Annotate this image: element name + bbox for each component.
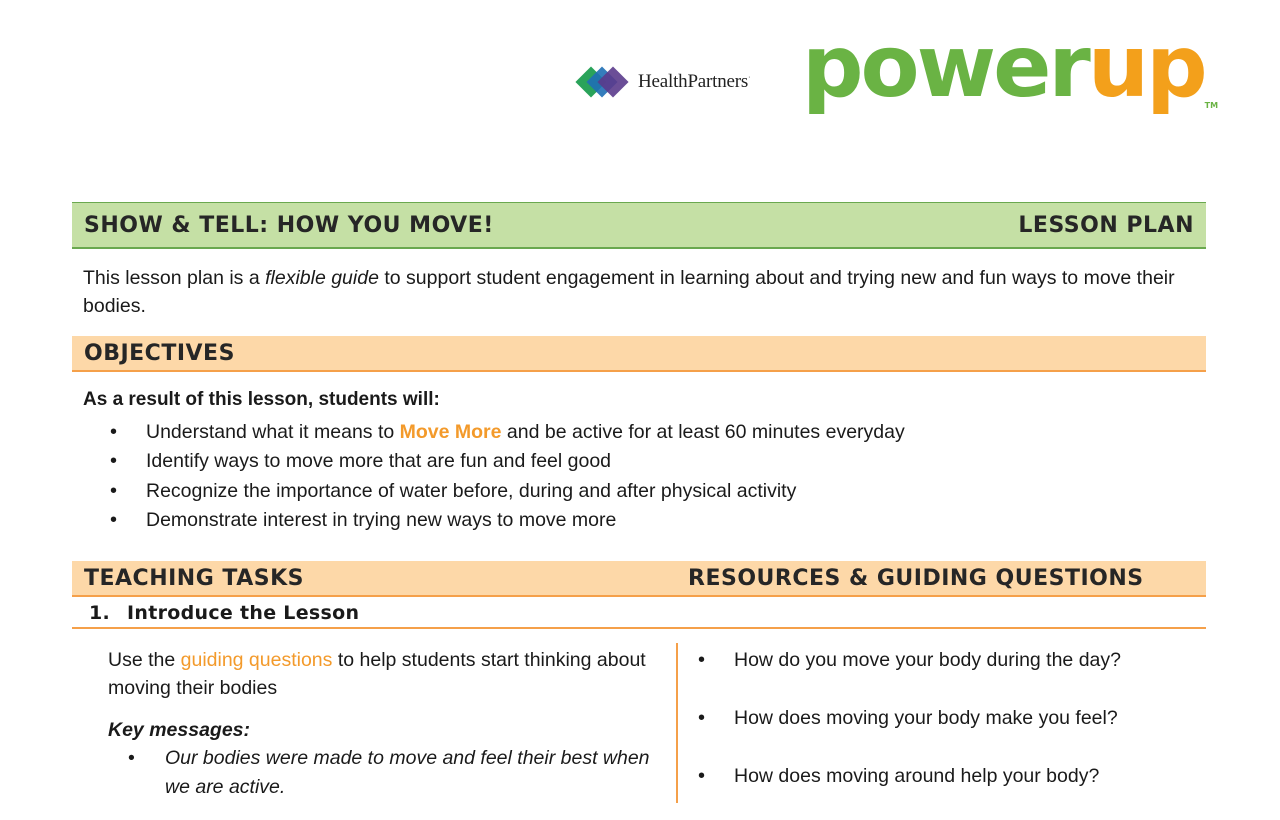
powerup-logo: powerupTM <box>802 17 1219 117</box>
logo-area <box>576 17 1219 138</box>
guiding-questions-highlight: guiding questions <box>180 649 333 671</box>
key-messages-list <box>108 744 668 802</box>
list-item: • Understand what it means to Move More and be active for at least 60 minutes everyday <box>108 418 905 447</box>
lesson-plan-label: LESSON PLAN <box>1018 212 1194 238</box>
list-item: • How does moving around help your body? <box>694 762 1121 820</box>
key-messages-label: Key messages: <box>108 719 251 741</box>
column-divider <box>676 643 678 803</box>
step-heading <box>72 599 1206 629</box>
list-item: • Demonstrate interest in trying new ways to move more <box>108 506 905 535</box>
lesson-title-bar <box>72 202 1206 249</box>
healthpartners-diamond-icon <box>576 64 632 100</box>
objectives-lead: As a result of this lesson, students will: <box>83 389 440 410</box>
move-more-highlight: Move More <box>399 421 502 443</box>
list-item: • Identify ways to move more that are fun and feel good <box>108 447 905 476</box>
healthpartners-logo <box>576 64 750 100</box>
list-item: • How do you move your body during the day? <box>694 646 1121 704</box>
step-title: Introduce the Lesson <box>127 602 360 624</box>
list-item: • Recognize the importance of water before, during and after physical activity <box>108 477 905 506</box>
teaching-tasks-heading: TEACHING TASKS <box>84 565 304 591</box>
guiding-questions-list <box>694 646 1121 820</box>
list-item: • Our bodies were made to move and feel their best when we are active. <box>108 744 668 802</box>
list-item: • How does moving your body make you feel? <box>694 704 1121 762</box>
resources-heading: RESOURCES & GUIDING QUESTIONS <box>688 565 1144 591</box>
step-number: 1. <box>89 602 111 624</box>
instruction-text: Use the guiding questions to help students start thinking about moving their bodies <box>108 649 646 699</box>
objectives-heading-bar <box>72 336 1206 372</box>
intro-paragraph: This lesson plan is a flexible guide to support student engagement in learning about and trying new and fun ways to move their bodies. <box>83 267 1175 317</box>
teaching-task-content <box>108 646 668 802</box>
healthpartners-wordmark: HealthPartners· <box>638 71 751 92</box>
objectives-heading: OBJECTIVES <box>84 340 235 366</box>
flexible-guide-emphasis: flexible guide <box>265 267 379 289</box>
objectives-list <box>108 418 905 535</box>
teaching-heading-bar <box>72 561 1206 597</box>
lesson-title: SHOW & TELL: HOW YOU MOVE! <box>84 212 494 238</box>
